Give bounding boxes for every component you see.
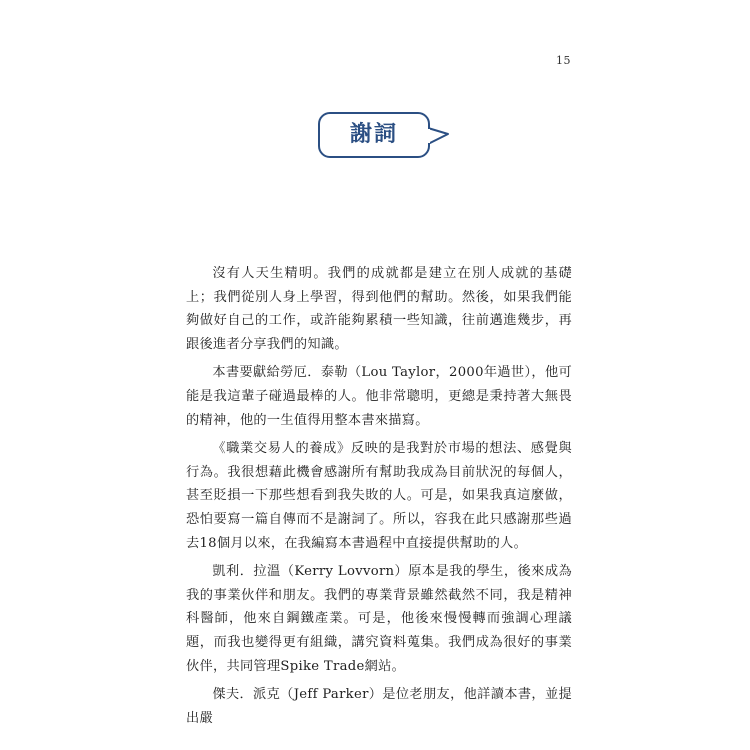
page-number: 15 (556, 54, 571, 67)
paragraph: 沒有人天生精明。我們的成就都是建立在別人成就的基礎上；我們從別人身上學習，得到他們的幫助。然後，如果我們能夠做好自己的工作，或許能夠累積一些知識，往前邁進幾步，再跟後進者分享我們的知識。 (186, 266, 572, 352)
chapter-title-bubble (318, 112, 458, 164)
paragraph: 傑夫．派克（Jeff Parker）是位老朋友，他詳讀本書，並提出嚴 (186, 687, 572, 726)
paragraph: 本書要獻給勞厄．泰勒（Lou Taylor，2000年過世），他可能是我這輩子碰過最棒的人。他非常聰明，更總是秉持著大無畏的精神，他的一生值得用整本書來描寫。 (186, 365, 572, 428)
body-text (186, 262, 572, 735)
paragraph: 《職業交易人的養成》反映的是我對於市場的想法、感覺與行為。我很想藉此機會感謝所有幫助我成為目前狀況的每個人，甚至貶損一下那些想看到我失敗的人。可是，如果我真這麼做，恐怕要寫一篇自傳而不是謝詞了。所以，容我在此只感謝那些過去18個月以來，在我編寫本書過程中直接提供幫助的人。 (186, 441, 572, 551)
chapter-title: 謝詞 (349, 122, 398, 147)
paragraph: 凱利．拉溫（Kerry Lovvorn）原本是我的學生，後來成為我的事業伙伴和朋友。我們的專業背景雖然截然不同，我是精神科醫師，他來自鋼鐵產業。可是，他後來慢慢轉而強調心理議題，而我也變得更有組織，講究資料蒐集。我們成為很好的事業伙伴，共同管理Spike Trade網站。 (186, 564, 572, 674)
